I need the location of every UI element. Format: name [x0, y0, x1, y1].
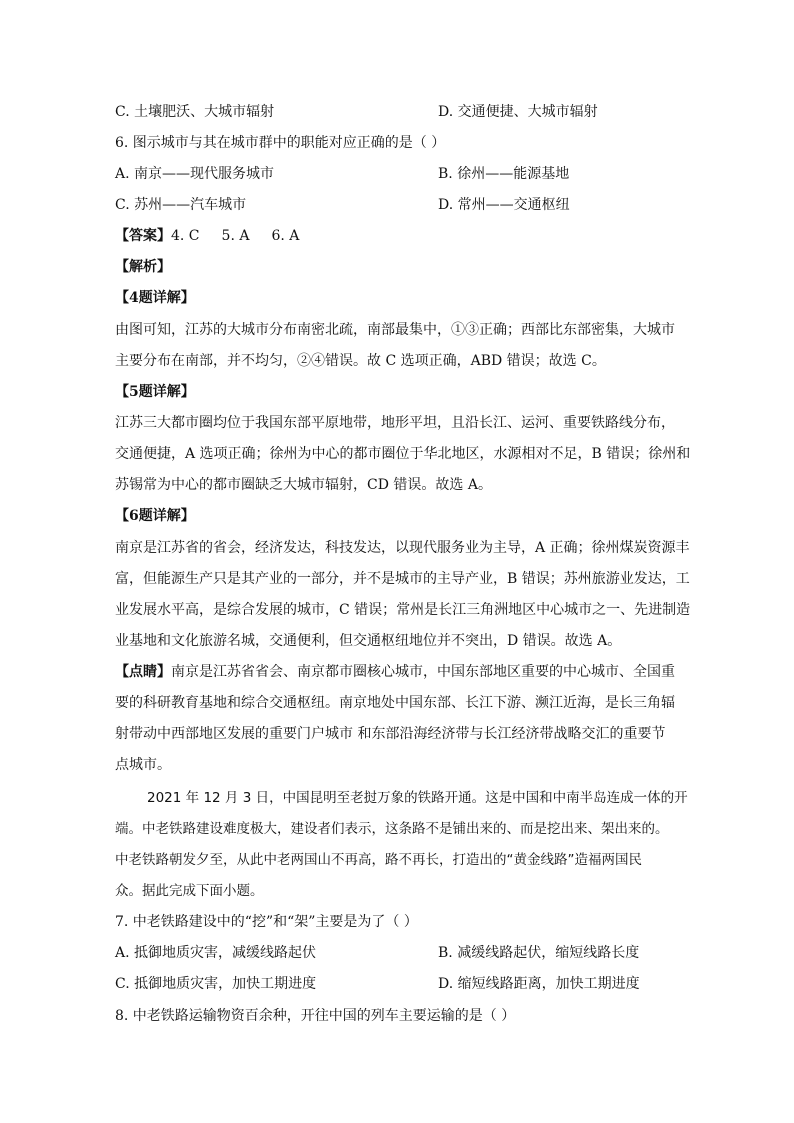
q6-option-c[interactable]: C. 苏州——汽车城市 — [115, 197, 247, 213]
answer-6: 6. A — [271, 228, 300, 244]
point-line-1 — [115, 662, 685, 682]
detail6-line-1: 南京是江苏省的省会，经济发达，科技发达，以现代服务业为主导，A 正确；徐州煤炭资源丰 — [115, 540, 690, 556]
answer-label: 【答案】 — [115, 228, 171, 244]
answer-5: 5. A — [221, 228, 250, 244]
passage-line-3: 中老铁路朝发夕至，从此中老两国山不再高，路不再长，打造出的“黄金线路”造福两国民 — [115, 852, 642, 868]
answer-4: 4. C — [171, 228, 200, 244]
passage-line-2: 端。中老铁路建设难度极大，建设者们表示，这条路不是铺出来的、而是挖出来、架出来的。 — [115, 821, 669, 837]
q6-stem: 6. 图示城市与其在城市群中的职能对应正确的是（ ） — [115, 135, 446, 151]
detail5-line-2: 交通便捷，A 选项正确；徐州为中心的都市圈位于华北地区，水源相对不足，B 错误；徐州和 — [115, 446, 691, 462]
passage-line-1: 2021 年 12 月 3 日，中国昆明至老挝万象的铁路开通。这是中国和中南半岛连成一体的开 — [147, 790, 688, 806]
point-line-2: 要的科研教育基地和综合交通枢纽。南京地处中国东部、长江下游、濒江近海，是长三角辐 — [115, 695, 675, 711]
q5-option-d[interactable]: D. 交通便捷、大城市辐射 — [438, 104, 598, 120]
point-line-4: 点城市。 — [115, 757, 171, 773]
q7-option-a[interactable]: A. 抵御地质灾害，减缓线路起伏 — [115, 945, 317, 961]
point-text-1: 南京是江苏省省会、南京都市圈核心城市，中国东部地区重要的中心城市、全国重 — [171, 664, 675, 680]
detail6-line-4: 业基地和文化旅游名城，交通便利，但交通枢纽地位并不突出，D 错误。故选 A。 — [115, 633, 622, 649]
point-line-3: 射带动中西部地区发展的重要门户城市 和东部沿海经济带与长江经济带战略交汇的重要节 — [115, 726, 666, 742]
q7-option-d[interactable]: D. 缩短线路距离，加快工期进度 — [438, 976, 640, 992]
q6-option-b[interactable]: B. 徐州——能源基地 — [438, 166, 570, 182]
detail6-line-3: 业发展水平高，是综合发展的城市，C 错误；常州是长江三角洲地区中心城市之一、先进制造 — [115, 602, 691, 618]
q8-stem: 8. 中老铁路运输物资百余种，开往中国的列车主要运输的是（ ） — [115, 1008, 516, 1024]
detail6-label: 【6题详解】 — [115, 508, 195, 524]
answer-line — [115, 226, 685, 246]
detail6-line-2: 富，但能源生产只是其产业的一部分，并不是城市的主导产业，B 错误；苏州旅游业发达，工 — [115, 571, 690, 587]
detail4-label: 【4题详解】 — [115, 290, 195, 306]
q7-option-b[interactable]: B. 减缓线路起伏，缩短线路长度 — [438, 945, 640, 961]
q6-option-a[interactable]: A. 南京——现代服务城市 — [115, 166, 275, 182]
q7-stem: 7. 中老铁路建设中的“挖”和“架”主要是为了（ ） — [115, 914, 418, 930]
detail4-line-1: 由图可知，江苏的大城市分布南密北疏，南部最集中，①③正确；西部比东部密集，大城市 — [115, 322, 675, 338]
q6-option-d[interactable]: D. 常州——交通枢纽 — [438, 197, 570, 213]
point-label: 【点睛】 — [115, 664, 171, 680]
detail5-line-1: 江苏三大都市圈均位于我国东部平原地带，地形平坦，且沿长江、运河、重要铁路线分布， — [115, 415, 675, 431]
q7-option-c[interactable]: C. 抵御地质灾害，加快工期进度 — [115, 976, 317, 992]
detail5-label: 【5题详解】 — [115, 384, 195, 400]
detail4-line-2: 主要分布在南部，并不均匀，②④错误。故 C 选项正确，ABD 错误；故选 C。 — [115, 353, 606, 369]
passage-line-4: 众。据此完成下面小题。 — [115, 883, 264, 899]
q5-option-c[interactable]: C. 土壤肥沃、大城市辐射 — [115, 104, 275, 120]
detail5-line-3: 苏锡常为中心的都市圈缺乏大城市辐射，CD 错误。故选 A。 — [115, 477, 492, 493]
analysis-label: 【解析】 — [115, 259, 171, 275]
